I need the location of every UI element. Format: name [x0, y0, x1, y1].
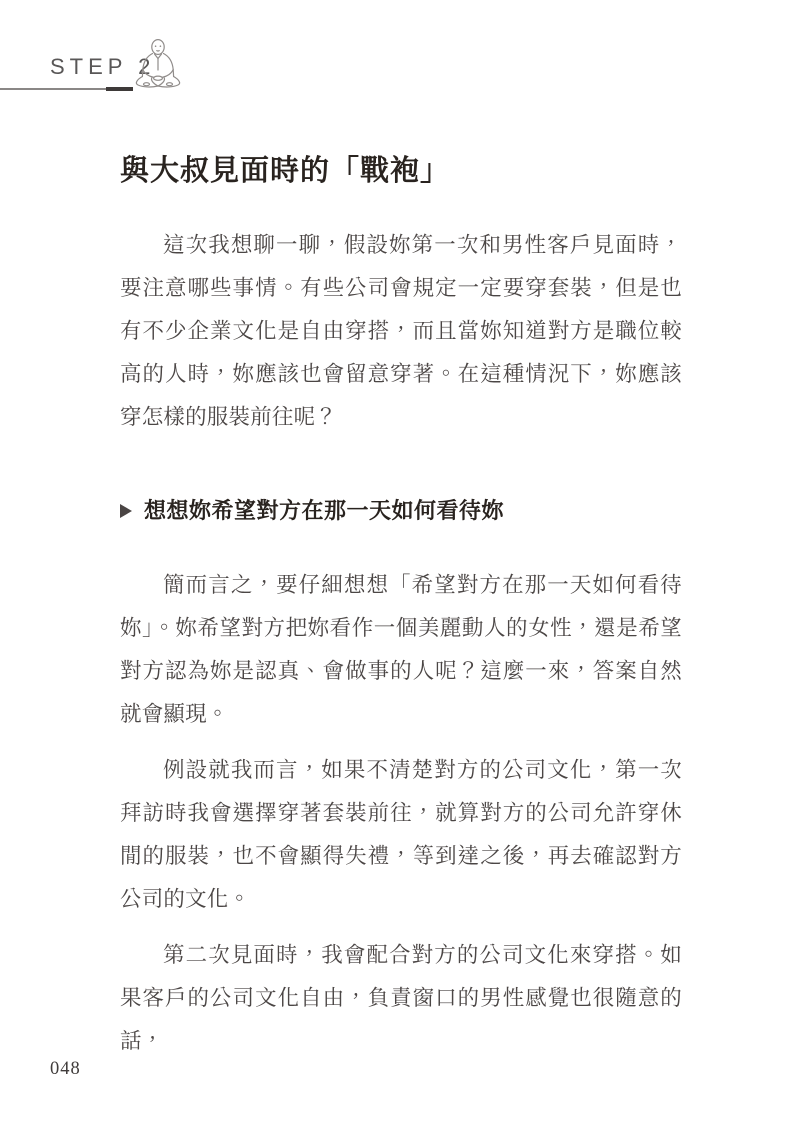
section-heading-text: 想想妳希望對方在那一天如何看待妳	[144, 498, 505, 523]
intro-paragraph: 這次我想聊一聊，假設妳第一次和男性客戶見面時，要注意哪些事情。有些公司會規定一定要穿套裝，但是也有不少企業文化是自由穿搭，而且當妳知道對方是職位較高的人時，妳應該也會留意穿著。在這種情況下，妳應該穿怎樣的服裝前往呢？	[120, 233, 682, 429]
step-label: STEP 2	[50, 54, 156, 79]
right-triangle-icon	[120, 504, 132, 518]
chapter-title: 與大叔見面時的「戰袍」	[120, 155, 451, 187]
section-paragraph: 簡而言之，要仔細想想「希望對方在那一天如何看待妳」。妳希望對方把妳看作一個美麗動人的女性，還是希望對方認為妳是認真、會做事的人呢？這麼一來，答案自然就會顯現。	[120, 573, 682, 726]
header-rule-accent	[106, 87, 133, 91]
section-heading	[120, 496, 682, 526]
text-column	[120, 150, 682, 1063]
page-number: 048	[50, 1059, 81, 1079]
meditating-person-icon	[132, 38, 184, 92]
section-paragraph: 第二次見面時，我會配合對方的公司文化來穿搭。如果客戶的公司文化自由，負責窗口的男性感覺也很隨意的話，	[120, 943, 682, 1053]
section-paragraph: 例設就我而言，如果不清楚對方的公司文化，第一次拜訪時我會選擇穿著套裝前往，就算對方的公司允許穿休閒的服裝，也不會顯得失禮，等到達之後，再去確認對方公司的文化。	[120, 758, 682, 911]
